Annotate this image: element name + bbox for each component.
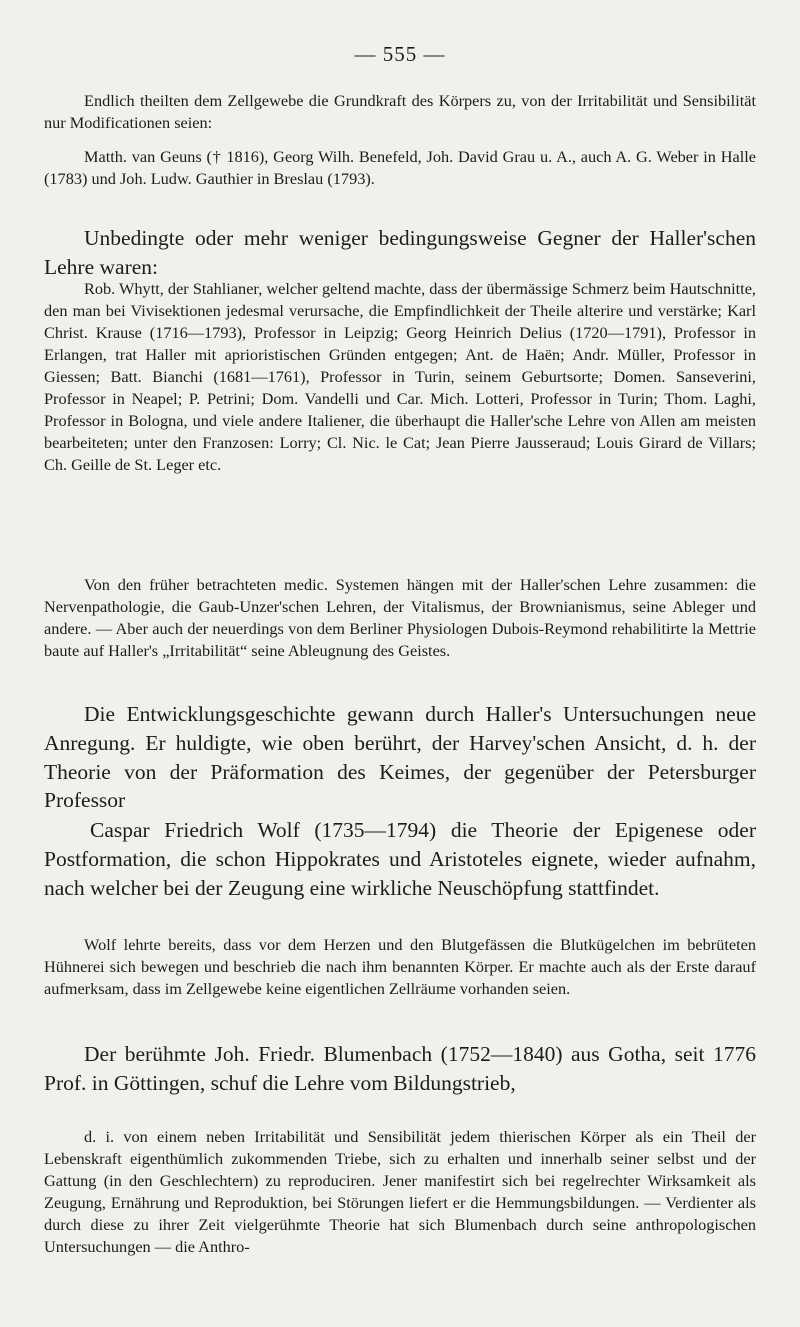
section-heading-opponents: Unbedingte oder mehr weniger bedingungsweise Gegner der Haller'schen Lehre waren: [44, 226, 756, 279]
page-number: — 555 — [354, 42, 446, 66]
paragraph-wolf-findings: Wolf lehrte bereits, dass vor dem Herzen und den Blutgefässen die Blutkügelchen im bebrüteten Hühnerei sich bewegen und beschrieb die nach ihm benannten Körper. Er machte auch als der Erste darauf aufmerksam, dass im Zellgewebe keine eigentlichen Zellräume vorhanden seien. [44, 935, 756, 998]
paragraph-names-list-1: Matth. van Geuns († 1816), Georg Wilh. Benefeld, Joh. David Grau u. A., auch A. G. Weber in Halle (1783) und Joh. Ludw. Gauthier in Breslau (1793). [44, 147, 756, 188]
paragraph-blumenbach: Der berühmte Joh. Friedr. Blumenbach (1752—1840) aus Gotha, seit 1776 Prof. in Göttingen, schuf die Lehre vom Bildungstrieb, [44, 1042, 756, 1095]
paragraph-bildungstrieb: d. i. von einem neben Irritabilität und Sensibilität jedem thierischen Körper als ein Theil der Lebenskraft eigenthümlich zukommenden Triebe, sich zu erhalten und innerhalb seiner selbst und der Gattung (in den Geschlechtern) zu reproduciren. Jener manifestirt sich bei regelrechter Wirksamkeit als Zeugung, Ernährung und Reproduktion, bei Störungen liefert er die Hemmungsbildungen. — Verdienter als durch diese zu ihrer Zeit vielgerühmte Theorie hat sich Blumenbach durch seine anthropologischen Untersuchungen — die Anthro- [44, 1127, 756, 1256]
paragraph-wolf-epigenesis: Caspar Friedrich Wolf (1735—1794) die Theorie der Epigenese oder Postformation, die schon Hippokrates und Aristoteles eignete, wieder aufnahm, nach welcher bei der Zeugung eine wirkliche Neuschöpfung stattfindet. [44, 818, 756, 900]
paragraph-embryology: Die Entwicklungsgeschichte gewann durch Haller's Untersuchungen neue Anregung. Er huldigte, wie oben berührt, der Harvey'schen Ansicht, d. h. der Theorie von der Präformation des Keimes, der gegenüber der Petersburger Professor [44, 702, 756, 813]
paragraph-related-systems: Von den früher betrachteten medic. Systemen hängen mit der Haller'schen Lehre zusammen: die Nervenpathologie, die Gaub-Unzer'schen Lehren, der Vitalismus, der Brownianismus, seine Ableger und andere. — Aber auch der neuerdings von dem Berliner Physiologen Dubois-Reymond rehabilitirte la Mettrie baute auf Haller's „Irritabilität“ seine Ableugnung des Geistes. [44, 575, 756, 660]
paragraph-cell-tissue: Endlich theilten dem Zellgewebe die Grundkraft des Körpers zu, von der Irritabilität und Sensibilität nur Modificationen seien: [44, 91, 756, 132]
paragraph-opponents-list: Rob. Whytt, der Stahlianer, welcher geltend machte, dass der übermässige Schmerz beim Hautschnitte, den man bei Vivisektionen jedesmal verursache, die Empfindlichkeit der Theile alterire und verstärke; Karl Christ. Krause (1716—1793), Professor in Leipzig; Georg Heinrich Delius (1720—1791), Professor in Erlangen, trat Haller mit aprioristischen Gründen entgegen; Ant. de Haën; Andr. Müller, Professor in Giessen; Batt. Bianchi (1681—1761), Professor in Turin, seinem Geburtsorte; Domen. Sanseverini, Professor in Neapel; P. Petrini; Dom. Vandelli und Car. Mich. Lotteri, Professor in Turin; Thom. Laghi, Professor in Bologna, und viele andere Italiener, die überhaupt die Haller'sche Lehre von Allen am meisten bearbeiteten; unter den Franzosen: Lorry; Cl. Nic. le Cat; Jean Pierre Jausseraud; Louis Girard de Villars; Ch. Geille de St. Leger etc. [44, 279, 756, 474]
